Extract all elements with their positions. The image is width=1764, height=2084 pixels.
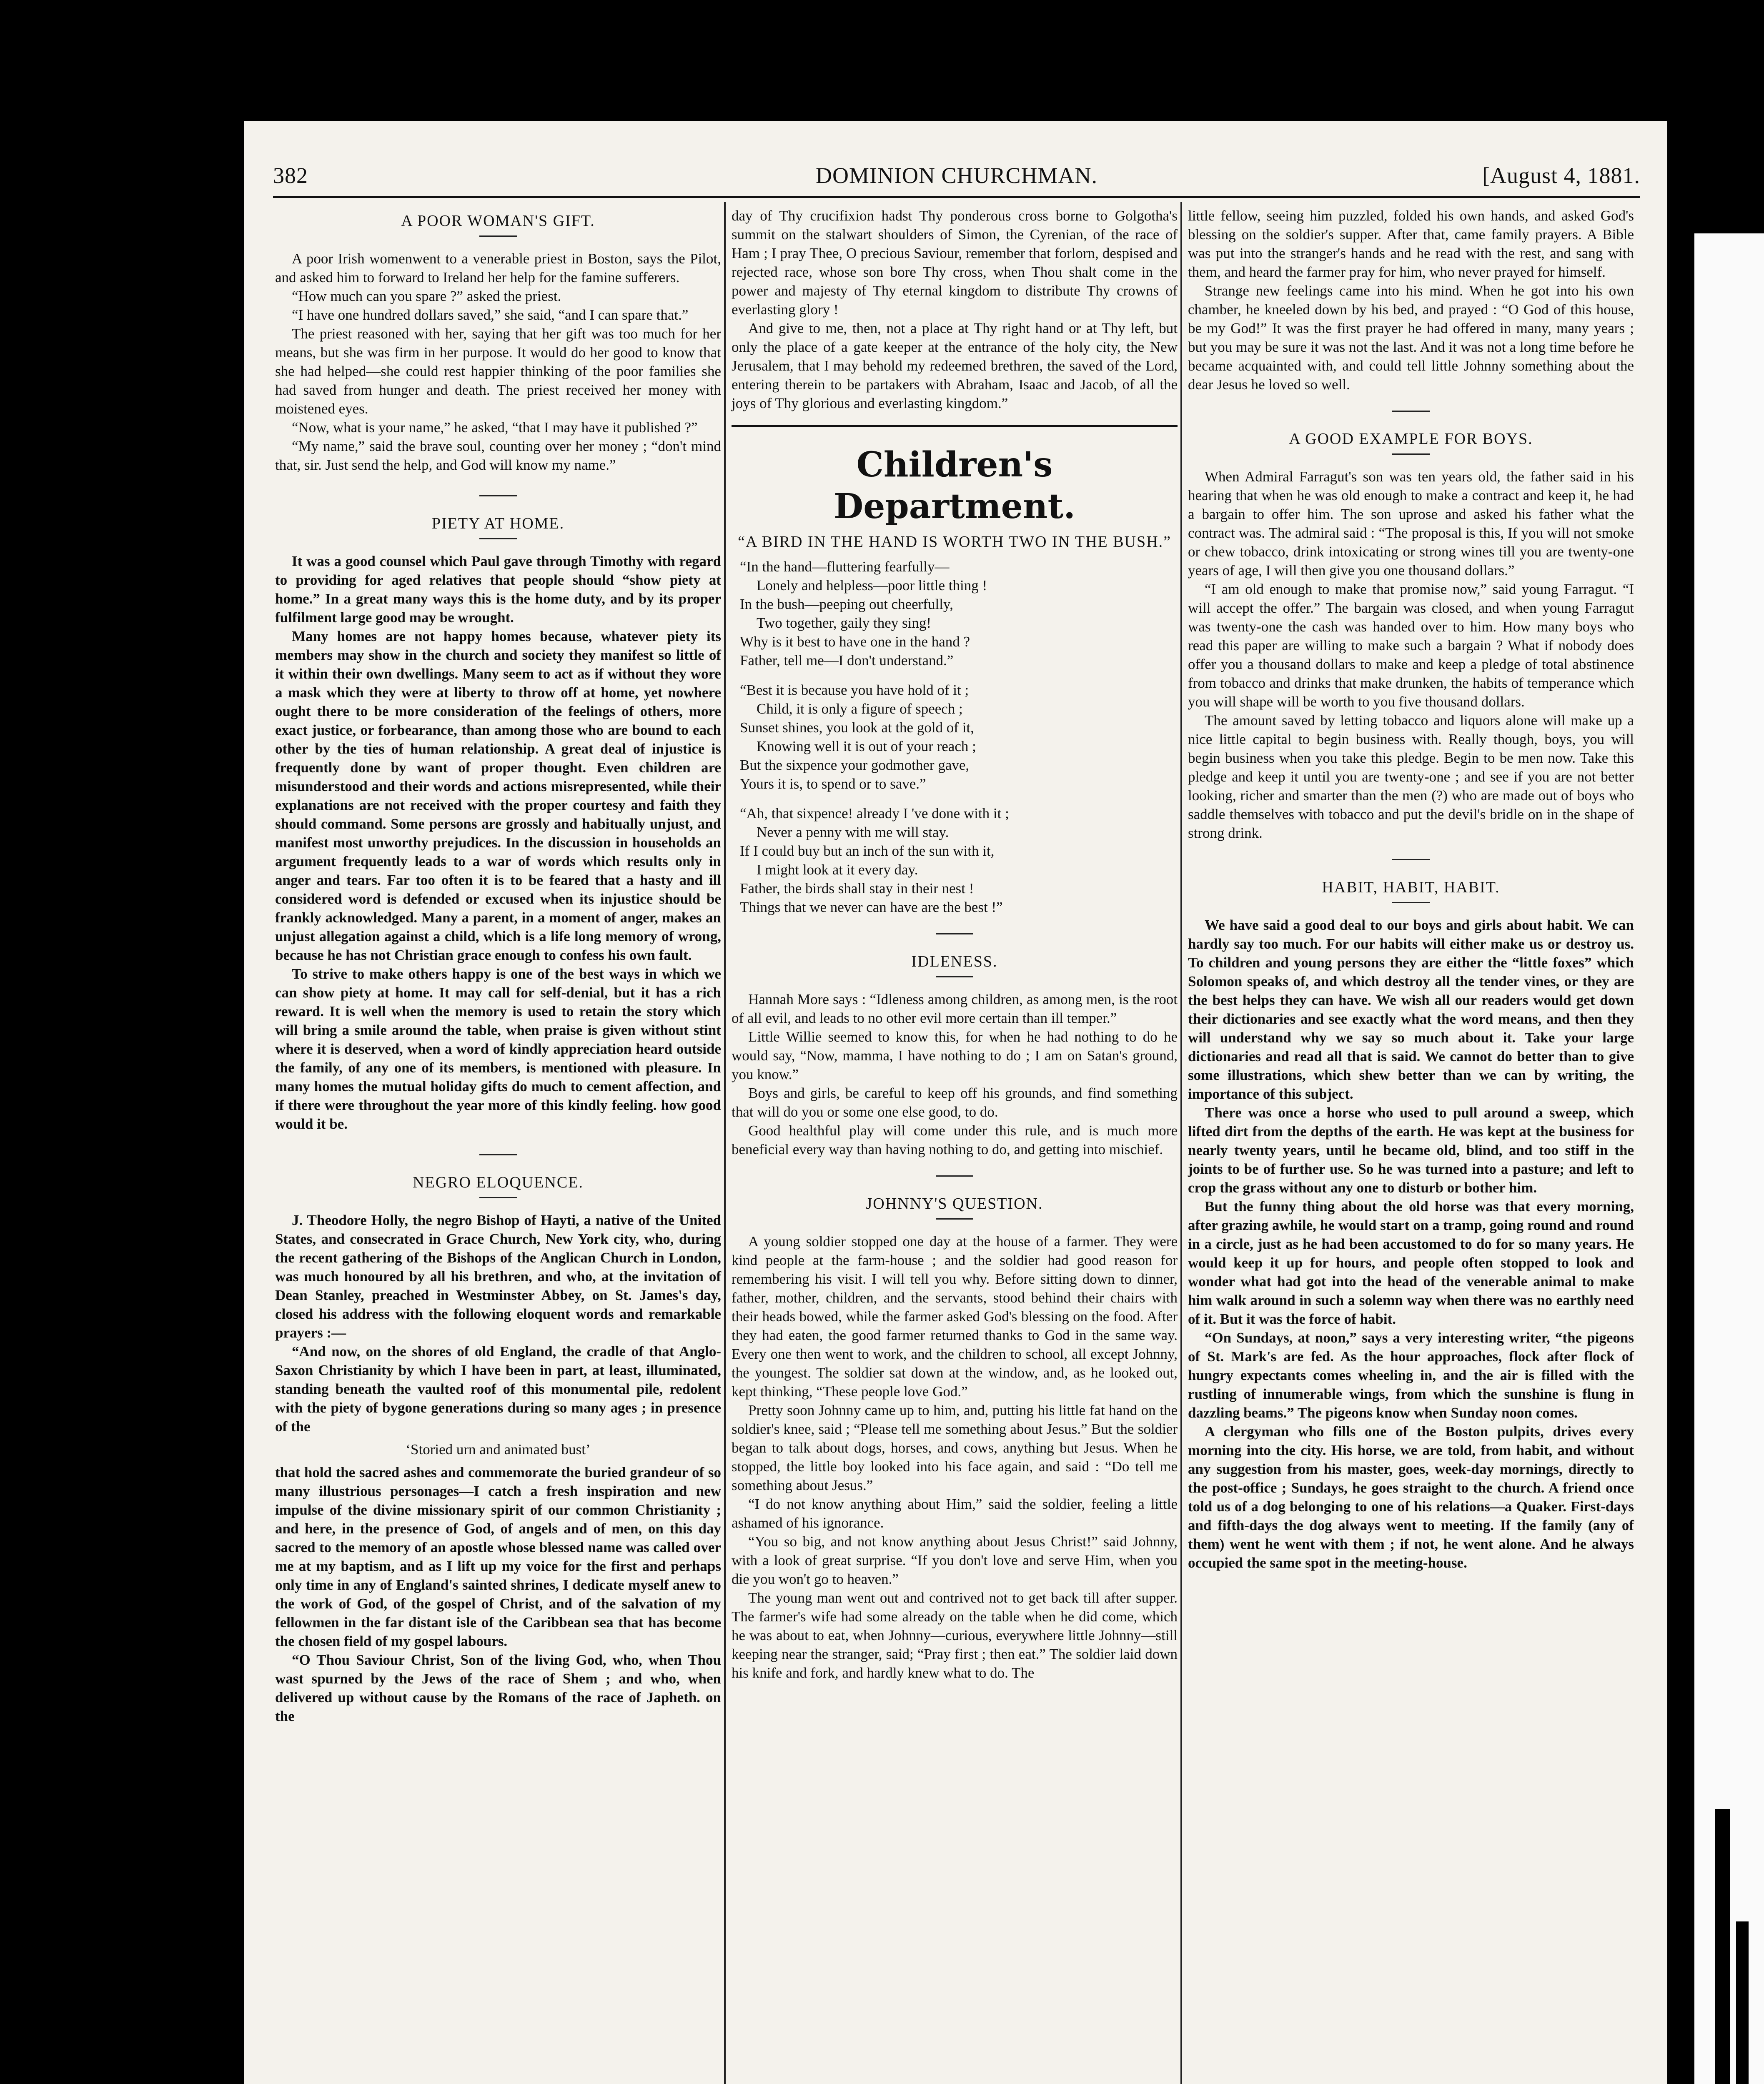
paragraph: little fellow, seeing him puzzled, folded his own hands, and asked God's blessing on the soldier's supper. After that, came family prayers. A Bible was put into the stranger's hands and he read with the rest, and sang with them, and heard the farmer pray for him, who never prayed for himself. bbox=[1188, 208, 1634, 280]
paragraph: And give to me, then, not a place at Thy right hand or at Thy left, but only the place of a gate keeper at the entrance of the holy city, the New Jerusalem, that I may behold my redeemed brethren, the saved of the Lord, entering therein to be partakers with Abraham, Isaac and Jacob, of all the joys of Thy glorious and everlasting kingdom.” bbox=[732, 320, 1178, 411]
paragraph: Little Willie seemed to know this, for when he had nothing to do he would say, “Now, mamma, I have nothing to do ; I am on Satan's ground, you know.” bbox=[732, 1029, 1178, 1082]
newspaper-page bbox=[244, 121, 1667, 2084]
paragraph: that hold the sacred ashes and commemorate the buried grandeur of so many illustrious personages—I catch a fresh inspiration and new impulse of the divine missionary spirit of our common Christianity ; and here, in the presence of God, of angels and of men, on this day sacred to the memory of an apostle whose blessed name was called over me at my baptism, and as I lift up my voice for the first and perhaps only time in any of England's sainted shrines, I dedicate myself anew to the work of God, of the gospel of Christ, and of the salvation of my fellowmen in the far distant isle of the Caribbean sea that has become the chosen field of my gospel labours. bbox=[275, 1464, 721, 1649]
paragraph: A clergyman who fills one of the Boston pulpits, drives every morning into the city. His horse, we are told, from habit, and without any suggestion from his master, goes, week-day mornings, directly to the post-office ; Sundays, he goes straight to the church. A friend once told us of a dog belonging to one of his relations—a Quaker. First-days and fifth-days the dog always went to meeting. If the family (any of them) went he went with them ; if not, he went alone. And he always occupied the same spot in the meeting-house. bbox=[1188, 1423, 1634, 1571]
poem-line: In the bush—peeping out cheerfully, bbox=[740, 596, 953, 612]
poem-line: Child, it is only a figure of speech ; bbox=[757, 701, 963, 717]
paragraph: A young soldier stopped one day at the house of a farmer. They were kind people at the farm-house ; and the soldier had good reason for remembering his visit. I will tell you why. Before sitting down to dinner, father, mother, children, and the servants, stood behind their chairs with their heads bowed, while the farmer asked God's blessing on the food. After they had eaten, the good farmer returned thanks to God in the same way. Every one then went to work, and the children to school, all except Johnny, the youngest. The soldier sat down at the window, and, as he looked out, kept thinking, “These people love God.” bbox=[732, 1233, 1178, 1400]
poem-line: Yours it is, to spend or to save.” bbox=[740, 776, 926, 792]
article-title: PIETY AT HOME. bbox=[431, 515, 565, 532]
poem-title: “A BIRD IN THE HAND IS WORTH TWO IN THE BUSH.” bbox=[737, 533, 1171, 551]
column-1 bbox=[275, 206, 721, 1726]
paragraph: Hannah More says : “Idleness among children, as among men, is the root of all evil, and leads to no other evil more certain than ill temper.” bbox=[732, 991, 1178, 1026]
paragraph: Pretty soon Johnny came up to him, and, putting his little fat hand on the soldier's knee, said ; “Please tell me something about Jesus.” But the soldier began to talk about dogs, horses, and cows, anything but Jesus. When he stopped, the little boy looked into his face again, and said : “Do tell me something about Jesus.” bbox=[732, 1402, 1178, 1493]
poem bbox=[740, 557, 1178, 917]
poem-line: Two together, gaily they sing! bbox=[757, 615, 931, 631]
poem-line: Lonely and helpless—poor little thing ! bbox=[757, 577, 987, 594]
paragraph: Good healthful play will come under this rule, and is much more beneficial every way than having nothing to do, and getting into mischief. bbox=[732, 1122, 1178, 1157]
title-rule bbox=[936, 976, 973, 977]
department-rule bbox=[732, 425, 1178, 427]
paragraph: J. Theodore Holly, the negro Bishop of Hayti, a native of the United States, and consecrated in Grace Church, New York city, who, during the recent gathering of the Bishops of the Anglican Church in London, was much honoured by all his brethren, and who, at the invitation of Dean Stanley, preached in Westminster Abbey, on St. James's day, closed his address with the following eloquent words and remarkable prayers :— bbox=[275, 1212, 721, 1341]
poem-line: Father, tell me—I don't understand.” bbox=[740, 652, 954, 669]
paragraph: day of Thy crucifixion hadst Thy ponderous cross borne to Golgotha's summit on the stalwart shoulders of Simon, the Cyrenian, of the race of Ham ; I pray Thee, O precious Saviour, remember that forlorn, despised and rejected race, whose son bore Thy cross, when Thou shalt come in the power and majesty of Thy eternal kingdom to distribute Thy crowns of everlasting glory ! bbox=[732, 208, 1178, 318]
poem-line: Never a penny with me will stay. bbox=[757, 824, 949, 840]
poem-line: Sunset shines, you look at the gold of it, bbox=[740, 719, 974, 736]
paragraph: The young man went out and contrived not to get back till after supper. The farmer's wife had some already on the table when he did come, which he was about to eat, when Johnny—curious, everywhere little Johnny—still keeping near the stranger, said; “Pray first ; then eat.” The soldier laid down his knife and fork, and hardly knew what to do. The bbox=[732, 1590, 1178, 1681]
page-header bbox=[273, 154, 1640, 196]
article-title: A GOOD EXAMPLE FOR BOYS. bbox=[1289, 430, 1533, 448]
header-rule bbox=[273, 196, 1640, 198]
edge-mark bbox=[1715, 1809, 1730, 2084]
poem-line: Knowing well it is out of your reach ; bbox=[757, 738, 976, 754]
publication-title: DOMINION CHURCHMAN. bbox=[815, 163, 1098, 188]
column-rule bbox=[724, 202, 726, 2084]
poem-line: I might look at it every day. bbox=[757, 862, 918, 878]
title-rule bbox=[479, 538, 517, 539]
paragraph: “I have one hundred dollars saved,” she said, “and I can spare that.” bbox=[292, 307, 689, 323]
section-rule bbox=[1392, 859, 1430, 860]
paragraph: There was once a horse who used to pull around a sweep, which lifted dirt from the depths of the earth. He was kept at the business for nearly twenty years, until he became old, blind, and too stiff in the joints to be of further use. So he was turned into a pasture; and left to crop the grass without any one to disturb or bother him. bbox=[1188, 1105, 1634, 1196]
article-title: IDLENESS. bbox=[911, 953, 998, 970]
article-title: NEGRO ELOQUENCE. bbox=[413, 1174, 584, 1191]
poem-line: “In the hand—fluttering fearfully— bbox=[740, 559, 950, 575]
section-rule bbox=[936, 1175, 973, 1177]
department-title: Children's Department. bbox=[834, 445, 1075, 526]
article-title: JOHNNY'S QUESTION. bbox=[866, 1195, 1043, 1212]
column-3 bbox=[1188, 206, 1634, 1572]
poem-line: Why is it best to have one in the hand ? bbox=[740, 634, 970, 650]
paragraph: “And now, on the shores of old England, the cradle of that Anglo-Saxon Christianity by which I have been in part, at least, illuminated, standing beneath the vaulted roof of this monumental pile, redolent with the piety of bygone generations during so many ages ; in presence of the bbox=[275, 1343, 721, 1435]
column-rule bbox=[1180, 202, 1182, 2084]
paragraph: “O Thou Saviour Christ, Son of the living God, who, when Thou wast spurned by the Jews of the race of Shem ; and who, when delivered up without cause by the Romans of the race of Japheth. on the bbox=[275, 1652, 721, 1724]
paragraph: Many homes are not happy homes because, whatever piety its members may show in the church and society they manifest so little of it within their own dwellings. Many seem to act as if without they wore a mask which they were at liberty to throw off at home, yet nowhere ought there to be more consideration of the feelings of others, more exact justice, or forbearance, than among those who are bound to each other by the ties of human relationship. A great deal of injustice is frequently done by want of proper thought. Even children are misunderstood and their words and actions misrepresented, while their explanations are not received with the proper courtesy and faith they should command. Some persons are grossly and habitually unjust, and manifest most unworthy prejudices. In the discussion in households an argument frequently leads to a war of words which results only in anger and tears. Far too often it is to be feared that a hasty and ill considered word is defended or excused when its injustice should be frankly acknowledged. Many a parent, in a moment of anger, makes an unjust allegation against a child, which is a life long memory of wrong, because he has not Christian grace enough to confess his own fault. bbox=[275, 628, 721, 963]
paragraph: Strange new feelings came into his mind. When he got into his own chamber, he kneeled down by his bed, and prayed : “O God of this house, be my God!” It was the first prayer he had offered in many, many years ; but you may be sure it was not the last. And it was not a long time before he became acquainted with, and could tell little Johnny something about the dear Jesus he loved so well. bbox=[1188, 283, 1634, 393]
paragraph: “My name,” said the brave soul, counting over her money ; “don't mind that, sir. Just send the help, and God will know my name.” bbox=[275, 438, 721, 473]
column-2 bbox=[732, 206, 1178, 1682]
section-rule bbox=[479, 1154, 517, 1155]
poem-line: Things that we never can have are the best !” bbox=[740, 899, 1003, 915]
poem-line: “Ah, that sixpence! already I 've done with it ; bbox=[740, 805, 1009, 822]
paragraph: “I do not know anything about Him,” said the soldier, feeling a little ashamed of his ignorance. bbox=[732, 1496, 1178, 1531]
paragraph: “I am old enough to make that promise now,” said young Farragut. “I will accept the offer.” The bargain was closed, and when young Farragut was twenty-one the cash was handed over to him. How many boys who read this paper are willing to make such a bargain ? What if nobody does offer you a thousand dollars to make and keep a pledge of total abstinence from tobacco and drinks that make drunken, the habits of temperance which you will shape will be worth to you five thousand dollars. bbox=[1188, 581, 1634, 710]
title-rule bbox=[936, 1218, 973, 1220]
title-rule bbox=[479, 1197, 517, 1198]
section-rule bbox=[1392, 411, 1430, 412]
poem-line: If I could buy but an inch of the sun with it, bbox=[740, 843, 995, 859]
article-title: HABIT, HABIT, HABIT. bbox=[1322, 879, 1500, 896]
paragraph: It was a good counsel which Paul gave through Timothy with regard to providing for aged relatives that people should “show piety at home.” In a great many ways this is the home duty, and by its proper fulfilment large good may be wrought. bbox=[275, 553, 721, 626]
paragraph: The amount saved by letting tobacco and liquors alone will make up a nice little capital to begin business with. Really though, boys, you will begin business when you take this pledge. Begin to be men now. Take this pledge and keep it until you are twenty-one ; and see if you are not better looking, richer and smarter than the men (?) who are made out of boys who saddle themselves with tobacco and put the devil's bridle on in the shape of strong drink. bbox=[1188, 712, 1634, 841]
paragraph: “On Sundays, at noon,” says a very interesting writer, “the pigeons of St. Mark's are fed. As the hour approaches, flock after flock of hungry expectants comes wheeling in, and the air is filled with the rustling of innumerable wings, from which the sunshine is flung in dazzling beams.” The pigeons know when Sunday noon comes. bbox=[1188, 1330, 1634, 1421]
section-rule bbox=[936, 933, 973, 934]
paragraph: “You so big, and not know anything about Jesus Christ!” said Johnny, with a look of great surprise. “If you don't love and serve Him, when you die you won't go to heaven.” bbox=[732, 1533, 1178, 1587]
paragraph: When Admiral Farragut's son was ten years old, the father said in his hearing that when he was old enough to make a contract and keep it, he had a bargain to offer him. The son uprose and asked his father what the contract was. The admiral said : “The proposal is this, If you will not smoke or chew tobacco, drink intoxicating or strong wines till you are twenty-one years of age, I will then give you one thousand dollars.” bbox=[1188, 468, 1634, 579]
title-rule bbox=[1392, 902, 1430, 903]
edge-mark bbox=[1736, 1921, 1749, 2084]
issue-date: [August 4, 1881. bbox=[1482, 163, 1640, 188]
paragraph: The priest reasoned with her, saying that her gift was too much for her means, but she was firm in her purpose. It would do her good to know that she had helped—she could rest happier thinking of the poor families she had saved from hunger and death. The priest received her money with moistened eyes. bbox=[275, 326, 721, 417]
paragraph: A poor Irish womenwent to a venerable priest in Boston, says the Pilot, and asked him to forward to Ireland her help for the famine sufferers. bbox=[275, 250, 721, 286]
article-title: A POOR WOMAN'S GIFT. bbox=[401, 212, 595, 230]
page-number: 382 bbox=[273, 163, 308, 188]
section-rule bbox=[479, 495, 517, 496]
paragraph: “Now, what is your name,” he asked, “that I may have it published ?” bbox=[292, 419, 698, 436]
paragraph: “How much can you spare ?” asked the priest. bbox=[292, 288, 561, 304]
paragraph: To strive to make others happy is one of the best ways in which we can show piety at home. It may call for self-denial, but it has a rich reward. It is well when the memory is used to retain the story which will bring a smile around the table, when praise is given without stint where it is deserved, when a word of kindly appreciation heard outside the family, of any one of its members, is mentioned with pleasure. In many homes the mutual holiday gifts do much to cement affection, and if there were throughout the year more of this kindly feeling. how good would it be. bbox=[275, 966, 721, 1132]
poem-line: Father, the birds shall stay in their nest ! bbox=[740, 880, 974, 897]
quoted-line: ‘Storied urn and animated bust’ bbox=[406, 1441, 591, 1458]
title-rule bbox=[479, 235, 517, 237]
paragraph: Boys and girls, be careful to keep off his grounds, and find something that will do you or some one else good, to do. bbox=[732, 1085, 1178, 1120]
adjacent-page-edge bbox=[1694, 233, 1764, 2084]
poem-line: “Best it is because you have hold of it ; bbox=[740, 682, 969, 698]
title-rule bbox=[1392, 453, 1430, 455]
poem-line: But the sixpence your godmother gave, bbox=[740, 757, 970, 773]
paragraph: We have said a good deal to our boys and girls about habit. We can hardly say too much. For our habits will either make us or destroy us. To children and young persons they are either the “little foxes” which Solomon speaks of, and which destroy all the tender vines, or they are the best helps they can have. We wish all our readers would get down their dictionaries and see exactly what the word means, and then they will understand why we say so much about it. Take your large dictionaries and read all that is said. We cannot do better than to give some illustrations, which shew better than we can by writing, the importance of this subject. bbox=[1188, 917, 1634, 1102]
paragraph: But the funny thing about the old horse was that every morning, after grazing awhile, he would start on a tramp, going round and round in a circle, just as he had been accustomed to do for so many years. He would keep it up for hours, and people often stopped to look and wonder what had got into the head of the venerable animal to make him walk around in such a solemn way when there was no earthly need of it. But it was the force of habit. bbox=[1188, 1198, 1634, 1327]
